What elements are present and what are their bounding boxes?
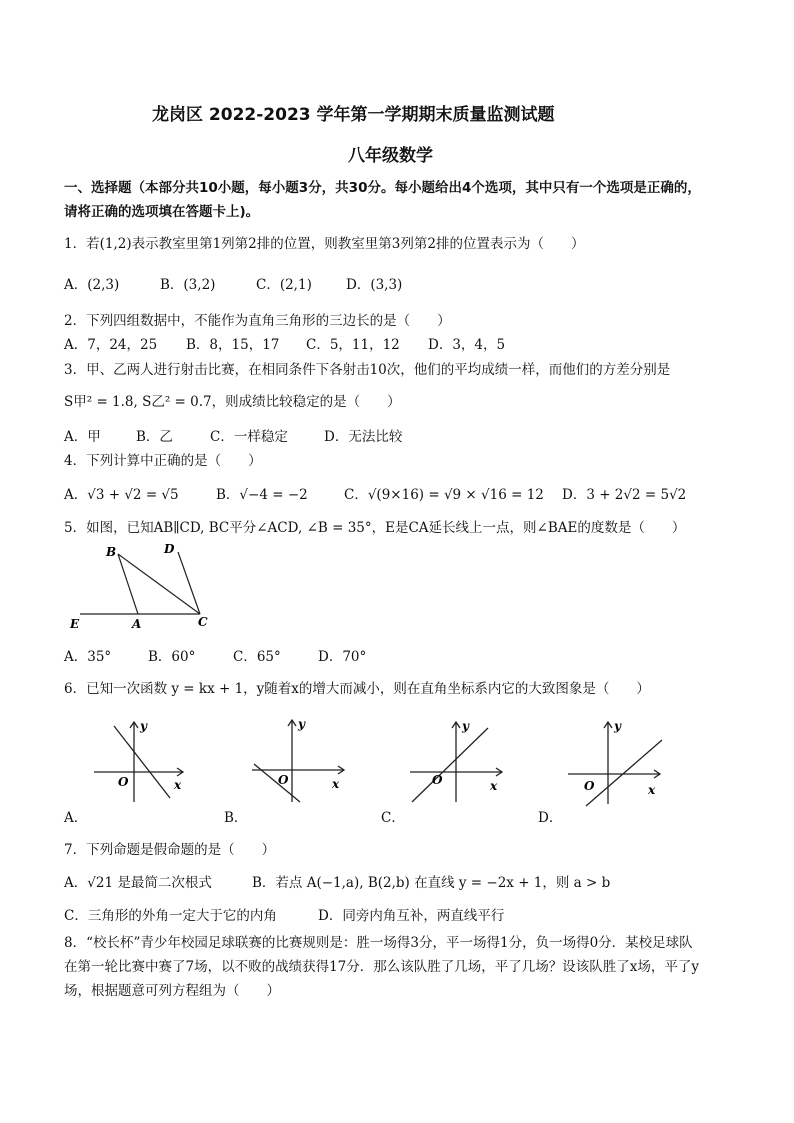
- q6-option-d: D．: [538, 810, 563, 826]
- label-e: E: [70, 617, 80, 631]
- q3-stem-line1: 3．甲、乙两人进行射击比赛，在相同条件下各射击10次，他们的平均成绩一样，而他们的方差分别是: [64, 362, 671, 378]
- q4-option-c: C．√(9×16) = √9 × √16 = 12: [344, 487, 544, 503]
- section-heading-line1: 一、选择题（本部分共10小题，每小题3分，共30分。每小题给出4个选项，其中只有一个选项是正确的，: [64, 180, 701, 196]
- page-title: 龙岗区 2022-2023 学年第一学期期末质量监测试题: [152, 105, 555, 125]
- q4-option-a: A．√3 + √2 = √5: [64, 487, 179, 503]
- q5-option-c: C．65°: [233, 649, 281, 665]
- q5-stem: 5．如图，已知AB∥CD, BC平分∠ACD, ∠B = 35°，E是CA延长线上一点，则∠BAE的度数是（ ）: [64, 520, 686, 536]
- q2-option-a: A．7，24，25: [64, 337, 158, 353]
- axis-y: y: [140, 719, 147, 733]
- q8-line3: 场，根据题意可列方程组为（ ）: [64, 983, 280, 999]
- q2-option-b: B．8，15，17: [186, 337, 280, 353]
- svg-text:y: y: [298, 717, 305, 731]
- q3-option-c: C．一样稳定: [210, 429, 288, 445]
- q6-graph-a: [88, 712, 198, 807]
- svg-text:y: y: [614, 719, 621, 733]
- q7-option-d: D．同旁内角互补，两直线平行: [318, 908, 505, 924]
- label-d: D: [164, 542, 175, 556]
- q2-option-d: D．3，4，5: [428, 337, 506, 353]
- q3-stem-line2: S甲² = 1.8, S乙² = 0.7，则成绩比较稳定的是（ ）: [64, 394, 401, 410]
- q3-option-d: D．无法比较: [324, 429, 403, 445]
- svg-text:O: O: [432, 773, 443, 787]
- q1-stem: 1．若(1,2)表示教室里第1列第2排的位置，则教室里第3列第2排的位置表示为（ ）: [64, 236, 585, 252]
- q2-option-c: C．5，11，12: [306, 337, 400, 353]
- q5-option-d: D．70°: [318, 649, 367, 665]
- q4-option-d: D．3 + 2√2 = 5√2: [562, 487, 687, 503]
- q7-option-c: C．三角形的外角一定大于它的内角: [64, 908, 277, 924]
- q4-option-b: B．√−4 = −2: [216, 487, 308, 503]
- svg-text:O: O: [584, 779, 595, 793]
- q1-option-d: D．(3,3): [346, 277, 403, 293]
- svg-text:x: x: [490, 779, 498, 793]
- q4-stem: 4．下列计算中正确的是（ ）: [64, 453, 262, 469]
- q6-option-a: A．: [64, 810, 88, 826]
- section-heading-line2: 请将正确的选项填在答题卡上)。: [64, 204, 260, 220]
- q2-stem: 2．下列四组数据中，不能作为直角三角形的三边长的是（ ）: [64, 313, 451, 329]
- q6-option-c: C．: [381, 810, 405, 826]
- q5-option-b: B．60°: [148, 649, 196, 665]
- q6-option-b: B．: [224, 810, 248, 826]
- q5-option-a: A．35°: [64, 649, 112, 665]
- q1-option-c: C．(2,1): [256, 277, 312, 293]
- label-b: B: [106, 545, 117, 559]
- q1-option-b: B．(3,2): [160, 277, 216, 293]
- label-a: A: [132, 617, 142, 631]
- line-ba: [118, 554, 138, 614]
- origin: O: [118, 775, 129, 789]
- svg-text:y: y: [462, 719, 469, 733]
- q8-line2: 在第一轮比赛中赛了7场，以不败的战绩获得17分．那么该队胜了几场，平了几场？设该队胜了x场，平了y: [64, 959, 700, 975]
- line-dc: [178, 552, 200, 614]
- q7-option-b: B．若点 A(−1,a), B(2,b) 在直线 y = −2x + 1，则 a > b: [252, 875, 611, 891]
- axis-x: x: [174, 778, 182, 792]
- q5-figure: [60, 540, 220, 632]
- q3-option-a: A．甲: [64, 429, 101, 445]
- q3-option-b: B．乙: [136, 429, 173, 445]
- line-bc: [118, 554, 200, 614]
- page-subtitle: 八年级数学: [348, 146, 433, 166]
- q8-line1: 8．“校长杯”青少年校园足球联赛的比赛规则是：胜一场得3分，平一场得1分，负一场得0分．某校足球队: [64, 935, 693, 951]
- q1-option-a: A．(2,3): [64, 277, 120, 293]
- q6-graph-c: [404, 712, 514, 807]
- svg-text:x: x: [332, 777, 340, 791]
- q6-stem: 6．已知一次函数 y = kx + 1，y随着x的增大而减小，则在直角坐标系内它的大致图象是（ ）: [64, 681, 650, 697]
- q6-graph-b: [246, 712, 356, 807]
- q7-stem: 7．下列命题是假命题的是（ ）: [64, 842, 276, 858]
- svg-text:x: x: [648, 783, 656, 797]
- q6-graph-d: [562, 712, 672, 807]
- q7-option-a: A．√21 是最简二次根式: [64, 875, 212, 891]
- label-c: C: [198, 615, 208, 629]
- svg-text:O: O: [278, 773, 289, 787]
